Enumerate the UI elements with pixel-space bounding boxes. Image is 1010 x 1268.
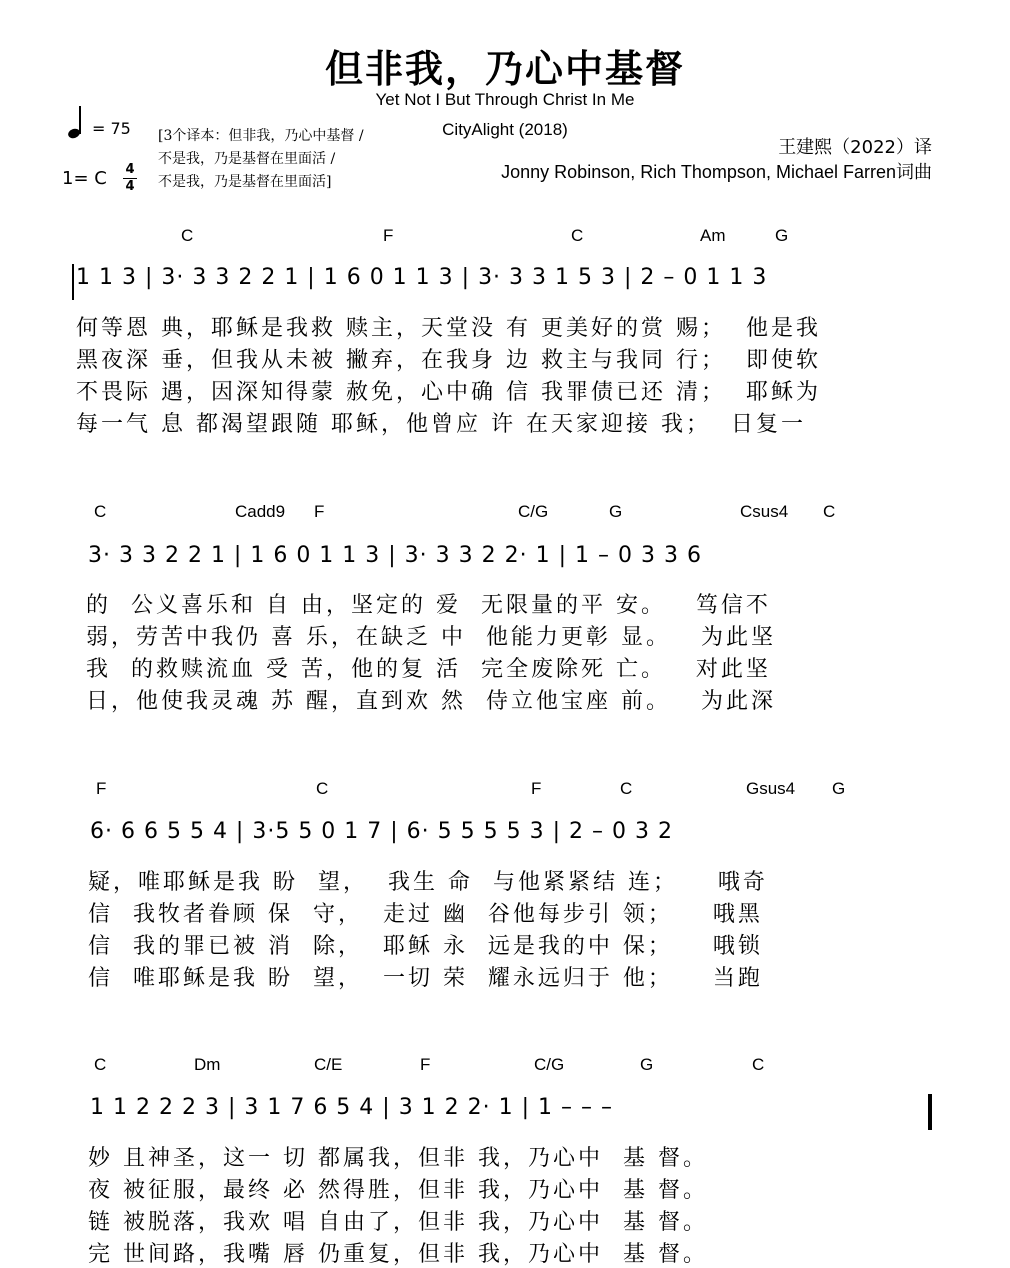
- chord-label: Gsus4: [746, 779, 796, 798]
- chord-label: C/G: [518, 502, 549, 521]
- chord-label: G: [832, 779, 846, 798]
- translation-note-line: 不是我，乃是基督在里面活 /: [158, 151, 336, 167]
- translation-note-line: 不是我，乃是基督在里面活]: [158, 174, 332, 190]
- notation-line: [76, 542, 934, 574]
- lyric-verse-1: 疑，唯耶稣是我 盼 望， 我生 命 与他紧紧结 连； 哦奇: [88, 870, 768, 895]
- tempo-marking: [66, 104, 131, 138]
- notation-line: [76, 1094, 934, 1126]
- chord-label: G: [775, 226, 789, 245]
- time-signature: [123, 163, 137, 194]
- quarter-note-icon: [66, 104, 92, 138]
- lyric-verse-3: 不畏际 遇，因深知得蒙 赦免，心中确 信 我罪债已还 清； 耶稣为: [76, 380, 821, 405]
- lyric-verse-3: 链 被脱落，我欢 唱 自由了，但非 我，乃心中 基 督。: [88, 1210, 708, 1235]
- chord-label: C: [620, 779, 633, 798]
- english-title: Yet Not I But Through Christ In Me: [375, 90, 635, 109]
- lyric-verse-2: 夜 被征服，最终 必 然得胜，但非 我，乃心中 基 督。: [88, 1178, 708, 1203]
- key-signature: 1= C: [62, 168, 107, 189]
- composer-credit: Jonny Robinson, Rich Thompson, Michael Farren词曲: [501, 162, 932, 182]
- notation-line: [76, 264, 934, 296]
- lyric-verse-1: 妙 且神圣，这一 切 都属我，但非 我，乃心中 基 督。: [88, 1146, 708, 1171]
- barline: [72, 264, 74, 300]
- lyric-verse-1: 的 公义喜乐和 自 由，坚定的 爱 无限量的平 安。 笃信不: [86, 593, 771, 618]
- translation-notes: [158, 125, 364, 194]
- chord-label: Dm: [194, 1055, 221, 1074]
- final-barline: [928, 1094, 932, 1130]
- chord-label: F: [314, 502, 325, 521]
- chord-label: Cadd9: [235, 502, 286, 521]
- time-bottom: 4: [125, 179, 135, 194]
- chord-label: C: [94, 502, 107, 521]
- chord-label: C: [316, 779, 329, 798]
- lyric-verse-4: 日，他使我灵魂 苏 醒，直到欢 然 侍立他宝座 前。 为此深: [86, 689, 776, 714]
- lyric-verse-4: 每一气 息 都渴望跟随 耶稣，他曾应 许 在天家迎接 我； 日复一: [76, 412, 806, 437]
- chord-label: F: [383, 226, 394, 245]
- chord-label: F: [96, 779, 107, 798]
- jianpu-notes: 6· 6 6 5 5 4 | 3·5 5 0 1 7 | 6· 5 5 5 5 3 | 2 – 0 3 2: [90, 819, 673, 844]
- chord-label: C: [181, 226, 194, 245]
- translation-note-line: [3个译本：但非我，乃心中基督 /: [158, 128, 364, 144]
- song-title: 但非我，乃心中基督: [324, 47, 685, 91]
- lyric-verse-2: 信 我牧者眷顾 保 守， 走过 幽 谷他每步引 领； 哦黑: [88, 902, 763, 927]
- chord-label: G: [609, 502, 623, 521]
- chord-label: F: [531, 779, 542, 798]
- lyric-verse-4: 信 唯耶稣是我 盼 望， 一切 荣 耀永远归于 他； 当跑: [88, 966, 763, 991]
- lyric-verse-2: 黑夜深 垂，但我从未被 撇弃，在我身 边 救主与我同 行； 即使软: [76, 348, 821, 373]
- source-label: CityAlight (2018): [442, 120, 568, 139]
- chord-label: Csus4: [740, 502, 789, 521]
- chord-label: C/G: [534, 1055, 565, 1074]
- lyric-verse-2: 弱，劳苦中我仍 喜 乐，在缺乏 中 他能力更彰 显。 为此坚: [86, 625, 776, 650]
- jianpu-notes: 1 1 2 2 2 3 | 3 1 7 6 5 4 | 3 1 2 2· 1 | 1 – – –: [90, 1095, 614, 1120]
- lyric-verse-4: 完 世间路，我嘴 唇 仍重复，但非 我，乃心中 基 督。: [88, 1242, 708, 1267]
- lyric-verse-3: 我 的救赎流血 受 苦，他的复 活 完全废除死 亡。 对此坚: [86, 657, 771, 682]
- tempo-value: = 75: [92, 119, 131, 138]
- jianpu-notes: 3· 3 3 2 2 1 | 1 6 0 1 1 3 | 3· 3 3 2 2· 1 | 1 – 0 3 3 6: [88, 543, 702, 568]
- chord-label: G: [640, 1055, 654, 1074]
- time-top: 4: [125, 162, 135, 177]
- notation-line: [76, 818, 934, 850]
- lyric-verse-1: 何等恩 典，耶稣是我救 赎主，天堂没 有 更美好的赏 赐； 他是我: [76, 316, 821, 341]
- chord-label: C: [94, 1055, 107, 1074]
- translator-credit: 王建熙（2022）译: [778, 137, 932, 158]
- chord-label: F: [420, 1055, 431, 1074]
- chord-label: C: [571, 226, 584, 245]
- chord-label: C/E: [314, 1055, 343, 1074]
- chord-label: C: [752, 1055, 765, 1074]
- chord-label: C: [823, 502, 836, 521]
- lyric-verse-3: 信 我的罪已被 消 除， 耶稣 永 远是我的中 保； 哦锁: [88, 934, 763, 959]
- jianpu-notes: 1 1 3 | 3· 3 3 2 2 1 | 1 6 0 1 1 3 | 3· 3 3 1 5 3 | 2 – 0 1 1 3: [76, 265, 768, 290]
- chord-label: Am: [700, 226, 726, 245]
